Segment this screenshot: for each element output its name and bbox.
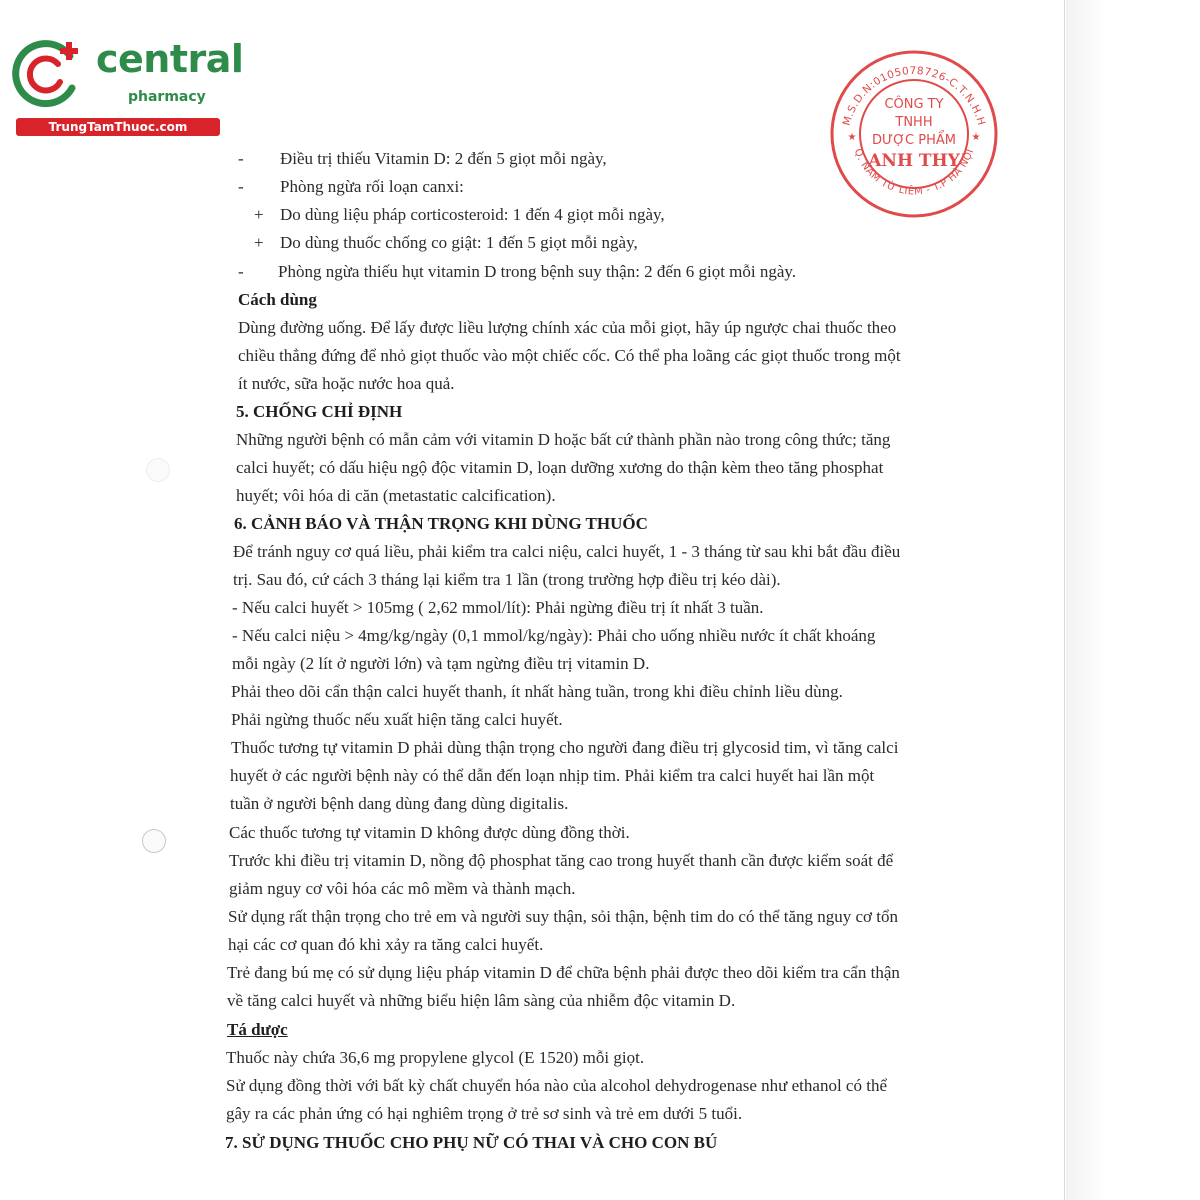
section-6-line: Sử dụng rất thận trọng cho trẻ em và người suy thận, sỏi thận, bệnh tim do có thể tăng nguy cơ tổn xyxy=(228,907,899,926)
logo-website-link[interactable]: TrungTamThuoc.com xyxy=(16,118,220,136)
usage-line: Dùng đường uống. Để lấy được liều lượng chính xác của mỗi giọt, hãy úp ngược chai thuốc theo xyxy=(238,318,897,337)
punch-hole-top xyxy=(146,458,170,482)
excipient-line: gây ra các phản ứng có hại nghiêm trọng ở trẻ sơ sinh và trẻ em dưới 5 tuổi. xyxy=(226,1104,743,1123)
section-6-line: mỗi ngày (2 lít ở người lớn) và tạm ngừng điều trị vitamin D. xyxy=(232,654,650,673)
stamp-star-left: ★ xyxy=(847,132,857,143)
section-6-line: Phải theo dõi cẩn thận calci huyết thanh, ít nhất hàng tuần, trong khi điều chỉnh liều dùng. xyxy=(231,682,843,701)
scan-page-edge xyxy=(1064,0,1065,1200)
usage-line: chiều thẳng đứng để nhỏ giọt thuốc vào một chiếc cốc. Có thể pha loãng các giọt thuốc trong một xyxy=(238,346,901,365)
stamp-ring-bottom: Q. NAM TỪ LIÊM - T.P HÀ NỘI xyxy=(851,147,977,198)
punch-hole-bottom xyxy=(142,829,166,853)
stamp-line-3: DƯỢC PHẨM xyxy=(872,133,956,148)
logo-brand-name: central xyxy=(96,37,244,81)
plus-bullet: + xyxy=(254,233,264,252)
usage-heading: Cách dùng xyxy=(238,290,317,309)
excipient-heading: Tá dược xyxy=(227,1020,288,1039)
section-6-line: Để tránh nguy cơ quá liều, phải kiểm tra calci niệu, calci huyết, 1 - 3 tháng từ sau khi bắt đầu điều xyxy=(233,542,901,561)
section-5-line: Những người bệnh có mẫn cảm với vitamin D hoặc bất cứ thành phần nào trong công thức; tăng xyxy=(236,430,891,449)
dose-line: Do dùng liệu pháp corticosteroid: 1 đến 4 giọt mỗi ngày, xyxy=(280,205,665,224)
dash-bullet: - xyxy=(238,262,244,281)
section-7-heading: 7. SỬ DỤNG THUỐC CHO PHỤ NỮ CÓ THAI VÀ CHO CON BÚ xyxy=(225,1133,718,1152)
section-6-line: giảm nguy cơ vôi hóa các mô mềm và thành mạch. xyxy=(229,879,576,898)
logo-brand-sub: pharmacy xyxy=(128,89,206,105)
central-pharmacy-logo[interactable] xyxy=(10,37,244,136)
excipient-line: Sử dụng đồng thời với bất kỳ chất chuyển hóa nào của alcohol dehydrogenase như ethanol có thể xyxy=(226,1076,887,1095)
dose-line: Do dùng thuốc chống co giật: 1 đến 5 giọt mỗi ngày, xyxy=(280,233,638,252)
section-6-line: Trước khi điều trị vitamin D, nồng độ phosphat tăng cao trong huyết thanh cần được kiểm soát để xyxy=(229,851,894,870)
section-6-line: Thuốc tương tự vitamin D phải dùng thận trọng cho người đang điều trị glycosid tim, vì tăng calci xyxy=(231,738,899,757)
section-6-line: - Nếu calci niệu > 4mg/kg/ngày (0,1 mmol/kg/ngày): Phải cho uống nhiều nước ít chất khoáng xyxy=(232,626,876,645)
excipient-line: Thuốc này chứa 36,6 mg propylene glycol (E 1520) mỗi giọt. xyxy=(226,1048,645,1067)
section-6-line: Phải ngừng thuốc nếu xuất hiện tăng calci huyết. xyxy=(231,710,563,729)
plus-bullet: + xyxy=(254,205,264,224)
section-6-line: huyết ở các người bệnh này có thể dẫn đến loạn nhịp tim. Phải kiểm tra calci huyết hai lần một xyxy=(230,766,875,785)
dose-line: Phòng ngừa rối loạn canxi: xyxy=(280,177,464,196)
scan-page-shadow xyxy=(1066,0,1200,1200)
section-6-line: trị. Sau đó, cứ cách 3 tháng lại kiểm tra 1 lần (trong trường hợp điều trị kéo dài). xyxy=(233,570,781,589)
dash-bullet: - xyxy=(238,177,244,196)
usage-line: ít nước, sữa hoặc nước hoa quả. xyxy=(238,374,455,393)
section-6-line: - Nếu calci huyết > 105mg ( 2,62 mmol/lít): Phải ngừng điều trị ít nhất 3 tuần. xyxy=(232,598,764,617)
section-6-heading: 6. CẢNH BÁO VÀ THẬN TRỌNG KHI DÙNG THUỐC xyxy=(234,514,648,533)
dose-line: Phòng ngừa thiếu hụt vitamin D trong bệnh suy thận: 2 đến 6 giọt mỗi ngày. xyxy=(278,262,797,281)
stamp-line-4: ANH THY xyxy=(868,151,960,171)
stamp-star-right: ★ xyxy=(971,132,981,143)
section-5-heading: 5. CHỐNG CHỈ ĐỊNH xyxy=(236,402,403,421)
dash-bullet: - xyxy=(238,149,244,168)
stamp-ring-text: M.S.D.N:0105078726-C.T.N.H.H xyxy=(840,64,988,128)
stamp-line-2: TNHH xyxy=(895,115,933,130)
central-logo-icon xyxy=(10,38,86,108)
section-5-line: calci huyết; có dấu hiệu ngộ độc vitamin D, loạn dưỡng xương do thận kèm theo tăng phosphat xyxy=(236,458,884,477)
section-5-line: huyết; vôi hóa di căn (metastatic calcification). xyxy=(236,486,556,505)
section-6-line: Trẻ đang bú mẹ có sử dụng liệu pháp vitamin D để chữa bệnh phải được theo dõi kiểm tra cẩn thận xyxy=(227,963,900,982)
stamp-line-1: CÔNG TY xyxy=(884,97,944,112)
section-6-line: Các thuốc tương tự vitamin D không được dùng đồng thời. xyxy=(229,823,630,842)
section-6-line: về tăng calci huyết và những biểu hiện lâm sàng của nhiễm độc vitamin D. xyxy=(227,991,736,1010)
dose-line: Điều trị thiếu Vitamin D: 2 đến 5 giọt mỗi ngày, xyxy=(280,149,607,168)
section-6-line: tuần ở người bệnh dang dùng đang dùng digitalis. xyxy=(230,794,569,813)
company-seal-stamp xyxy=(828,48,1000,220)
section-6-line: hại các cơ quan đó khi xảy ra tăng calci huyết. xyxy=(228,935,544,954)
